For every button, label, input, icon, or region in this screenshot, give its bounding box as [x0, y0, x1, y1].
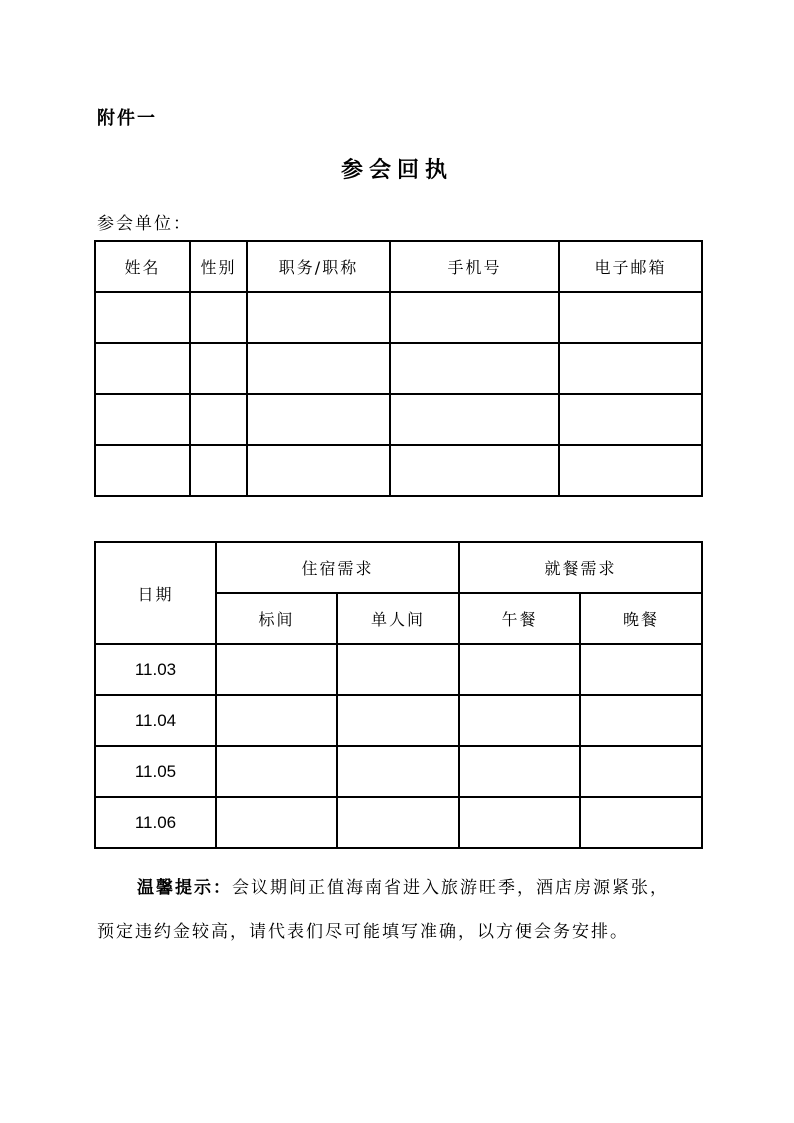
table-row: [95, 746, 702, 797]
unit-label: 参会单位：: [97, 214, 192, 234]
standard-room-cell[interactable]: [216, 695, 337, 746]
tip-label: 温馨提示：: [137, 878, 232, 898]
dinner-cell[interactable]: [580, 746, 702, 797]
name-cell[interactable]: [95, 292, 190, 343]
header-dinner: 晚餐: [580, 593, 702, 644]
single-room-cell[interactable]: [337, 644, 459, 695]
standard-room-cell[interactable]: [216, 746, 337, 797]
header-lunch: 午餐: [459, 593, 580, 644]
table-row: [95, 695, 702, 746]
position-cell[interactable]: [247, 394, 390, 445]
header-gender: 性别: [190, 241, 247, 292]
tip-line-2: 预定违约金较高，请代表们尽可能填写准确，以方便会务安排。: [97, 922, 629, 942]
needs-table: [94, 541, 703, 849]
header-position: 职务/职称: [247, 241, 390, 292]
position-cell[interactable]: [247, 292, 390, 343]
gender-cell[interactable]: [190, 394, 247, 445]
email-cell[interactable]: [559, 343, 702, 394]
standard-room-cell[interactable]: [216, 644, 337, 695]
warm-tip: [97, 866, 701, 954]
table-row: [95, 797, 702, 848]
header-standard-room: 标间: [216, 593, 337, 644]
dinner-cell[interactable]: [580, 695, 702, 746]
gender-cell[interactable]: [190, 292, 247, 343]
name-cell[interactable]: [95, 343, 190, 394]
dinner-cell[interactable]: [580, 797, 702, 848]
table-row: [95, 644, 702, 695]
lunch-cell[interactable]: [459, 746, 580, 797]
phone-cell[interactable]: [390, 343, 559, 394]
date-cell: 11.04: [95, 695, 216, 746]
single-room-cell[interactable]: [337, 746, 459, 797]
tip-line-1: 会议期间正值海南省进入旅游旺季，酒店房源紧张，: [232, 878, 669, 898]
header-name: 姓名: [95, 241, 190, 292]
table-row: [95, 292, 702, 343]
email-cell[interactable]: [559, 394, 702, 445]
lunch-cell[interactable]: [459, 644, 580, 695]
name-cell[interactable]: [95, 445, 190, 496]
attendee-header-row: [95, 241, 702, 292]
gender-cell[interactable]: [190, 343, 247, 394]
header-date: 日期: [95, 542, 216, 644]
date-cell: 11.06: [95, 797, 216, 848]
lunch-cell[interactable]: [459, 695, 580, 746]
standard-room-cell[interactable]: [216, 797, 337, 848]
lunch-cell[interactable]: [459, 797, 580, 848]
table-row: [95, 445, 702, 496]
phone-cell[interactable]: [390, 445, 559, 496]
attachment-label: 附件一: [97, 108, 157, 129]
single-room-cell[interactable]: [337, 695, 459, 746]
header-lodging: 住宿需求: [216, 542, 459, 593]
gender-cell[interactable]: [190, 445, 247, 496]
header-single-room: 单人间: [337, 593, 459, 644]
position-cell[interactable]: [247, 445, 390, 496]
header-phone: 手机号: [390, 241, 559, 292]
header-email: 电子邮箱: [559, 241, 702, 292]
page-title: 参会回执: [340, 158, 453, 183]
single-room-cell[interactable]: [337, 797, 459, 848]
email-cell[interactable]: [559, 292, 702, 343]
phone-cell[interactable]: [390, 394, 559, 445]
table-row: [95, 343, 702, 394]
dinner-cell[interactable]: [580, 644, 702, 695]
table-row: [95, 394, 702, 445]
position-cell[interactable]: [247, 343, 390, 394]
date-cell: 11.05: [95, 746, 216, 797]
phone-cell[interactable]: [390, 292, 559, 343]
header-dining: 就餐需求: [459, 542, 702, 593]
date-cell: 11.03: [95, 644, 216, 695]
attendee-table: [94, 240, 703, 497]
needs-header-row: [95, 542, 702, 593]
email-cell[interactable]: [559, 445, 702, 496]
name-cell[interactable]: [95, 394, 190, 445]
